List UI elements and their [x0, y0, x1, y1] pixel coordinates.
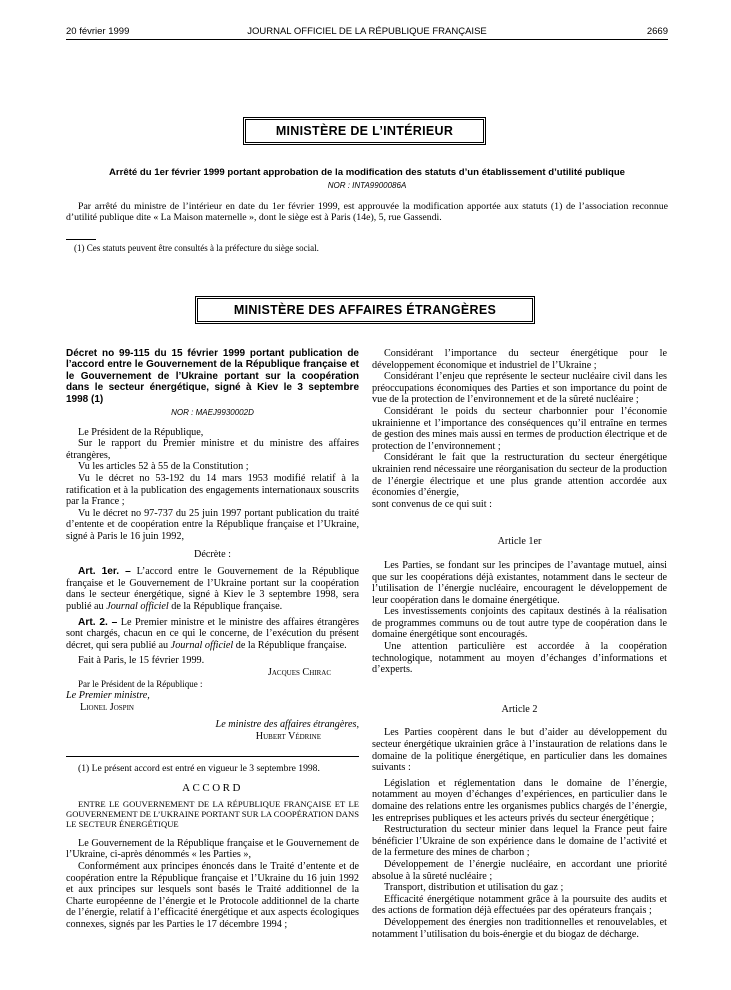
header-page-number: 2669 [646, 26, 668, 37]
article-1-paragraph: Art. 1er. – L’accord entre le Gouvernement de la République française et le Gouvernement de l’Ukraine portant sur la coopération dans le secteur énergétique, signé à Kiev le 3 septembre 1998, sera publié au Journal officiel de la République française. [66, 566, 360, 612]
premier-ministre-name: Lionel Jospin [80, 701, 134, 713]
decree-footnote: (1) Le présent accord est entré en vigueur le 3 septembre 1998. [78, 763, 320, 775]
article-2-para-2: Législation et réglementation dans le domaine de l’énergie, notamment au moyen d’échanges d’expériences, en particulier dans le domaine des relations entre les organismes publics chargés de l’énergie, les entreprises publiques et les acteurs privés du secteur énergétique ; [372, 777, 667, 824]
decree-nor: NOR : MAEJ9930002D [171, 408, 254, 418]
right-column [372, 348, 667, 940]
decree-intro-5: Vu le décret no 97-737 du 25 juin 1997 portant publication du traité d’entente et de coopération entre la République française et l’Ukraine, signé à Paris le 16 juin 1992, [66, 507, 359, 542]
header-journal-title: JOURNAL OFFICIEL DE LA RÉPUBLIQUE FRANÇAISE [247, 26, 487, 37]
ministry-interieur-box [243, 117, 486, 145]
considerant-4: Considérant le fait que la restructuration du secteur énergétique ukrainien rend nécessaire une réorganisation du secteur de la production de l’énergie électrique et une plus grande attention accordée aux économies d’énergie, [372, 452, 667, 499]
ministry-affaires-label: MINISTÈRE DES AFFAIRES ÉTRANGÈRES [233, 303, 497, 317]
ministry-interieur-label: MINISTÈRE DE L’INTÉRIEUR [275, 124, 454, 138]
convenus-line: sont convenus de ce qui suit : [372, 498, 492, 510]
mae-title: Le ministre des affaires étrangères, [215, 719, 359, 731]
interieur-nor: NOR : INTA9900086A [327, 181, 407, 190]
considerant-3: Considérant le poids du secteur charbonnier pour l’économie ukrainienne et l’importance des conséquences qu’il entraîne en termes de gestion des mines mais aussi en termes de production électrique et de protection de l’environnement ; [372, 405, 667, 452]
done-at-paris: Fait à Paris, le 15 février 1999. [78, 655, 205, 667]
article-2-para-3: Restructuration du secteur minier dans lequel la France peut faire bénéficier l’Ukraine de son expérience dans le domaine de l’activité et de la fermeture des mines de charbon ; [372, 824, 667, 859]
decree-title: Décret no 99-115 du 15 février 1999 portant publication de l’accord entre le Gouvernement de la République française et le Gouvernement de l’Ukraine portant sur la coopération dans le secteur énergétique, signé à Kiev le 3 septembre 1998 (1) [66, 348, 359, 405]
article-2-para-6: Efficacité énergétique notamment grâce à la poursuite des audits et des actions de formation déjà effectuées par des opérateurs français ; [372, 893, 667, 917]
accord-heading: ENTRE LE GOUVERNEMENT DE LA RÉPUBLIQUE FRANÇAISE ET LE GOUVERNEMENT DE L’UKRAINE PORTANT SUR LA COOPÉRATION DANS LE SECTEUR ÉNERGÉTIQUE [66, 798, 359, 830]
par-le-president: Par le Président de la République : [78, 678, 203, 689]
header-date: 20 février 1999 [66, 26, 130, 37]
article-1-title: Article 1er [497, 536, 542, 548]
accord-title: ACCORD [182, 782, 243, 795]
premier-ministre-title: Le Premier ministre, [66, 690, 150, 702]
running-header [66, 26, 668, 40]
considerant-2: Considérant l’enjeu que représente le secteur nucléaire civil dans les préoccupations économiques des Parties et son importance du point de vue de la protection de l’environnement et de la sûreté nucléaire ; [372, 371, 667, 406]
decrete-label: Décrète : [193, 548, 232, 560]
accord-preamble-2: Conformément aux principes énoncés dans le Traité d’entente et de coopération entre la République française et l’Ukraine du 16 juin 1992 et aux principes sur lesquels sont basés le Traité additionnel de la Charte européenne de l’énergie et le Protocole additionnel de la charte de l’énergie, relatif à l’efficacité énergétique et aux aspects écologiques connexes, signés par les Parties le 17 décembre 1994 ; [66, 861, 359, 931]
article-2-para-7: Développement des énergies non traditionnelles et renouvelables, et notamment l’utilisation du bois-énergie et du biogaz de décharge. [372, 916, 667, 940]
article-2-para-5: Transport, distribution et utilisation du gaz ; [384, 882, 564, 894]
article-1-para-2: Les investissements conjoints des capitaux destinés à la réalisation de programmes communs ou de tout autre type de coopération dans le domaine énergétique sont encouragés. [372, 606, 667, 641]
decree-footnote-rule [66, 756, 359, 757]
accord-preamble-1: Le Gouvernement de la République française et le Gouvernement de l’Ukraine, ci-après dénommés « les Parties », [66, 837, 359, 861]
considerant-1: Considérant l’importance du secteur énergétique pour le développement économique et industriel de l’Ukraine ; [372, 348, 667, 371]
decree-intro-3: Vu les articles 52 à 55 de la Constitution ; [78, 461, 249, 473]
interieur-arrete-title: Arrêté du 1er février 1999 portant approbation de la modification des statuts d’un établissement d’utilité publique [108, 167, 626, 178]
article-1-para-1: Les Parties, se fondant sur les principes de l’avantage mutuel, ainsi que sur les coopérations déjà existantes, notamment dans le secteur de l’utilisation de l’énergie nucléaire, encouragent le développement de leur coopération dans le domaine énergétique. [372, 559, 667, 606]
article-2-para-1: Les Parties coopèrent dans le but d’aider au développement du secteur énergétique ukrainien grâce à l’instauration de relations dans le domaine de la politique énergétique, en particulier dans les domaines suivants : [372, 727, 667, 774]
interieur-body: Par arrêté du ministre de l’intérieur en date du 1er février 1999, est approuvée la modification apportée aux statuts (1) de l’association reconnue d’utilité publique dite « La Maison maternelle », dont le siège est à Paris (14e), 5, rue Gassendi. [66, 201, 668, 224]
decree-intro-4: Vu le décret no 53-192 du 14 mars 1953 modifié relatif à la ratification et à la publication des engagements internationaux souscrits par la France ; [66, 473, 359, 508]
article-2-para-4: Développement de l’énergie nucléaire, en accordant une priorité absolue à la sûreté nucléaire ; [372, 858, 667, 882]
decree-intro-1: Le Président de la République, [78, 426, 204, 438]
footnote-rule [66, 239, 96, 240]
signature-president: Jacques Chirac [267, 666, 331, 678]
article-2-title: Article 2 [501, 703, 538, 715]
article-2-paragraph: Art. 2. – Le Premier ministre et le ministre des affaires étrangères sont chargés, chacun en ce qui le concerne, de l’exécution du présent décret, qui sera publié au Journal officiel de la République française. [66, 616, 359, 651]
article-1-para-3: Une attention particulière est accordée à la coopération technologique, notamment au moyen d’échanges d’informations et d’experts. [372, 641, 667, 676]
decree-intro-2: Sur le rapport du Premier ministre et du ministre des affaires étrangères, [66, 438, 359, 461]
left-column [66, 348, 359, 931]
mae-name: Hubert Védrine [255, 730, 321, 742]
interieur-footnote: (1) Ces statuts peuvent être consultés à la préfecture du siège social. [74, 243, 319, 253]
ministry-affaires-box [195, 296, 535, 324]
